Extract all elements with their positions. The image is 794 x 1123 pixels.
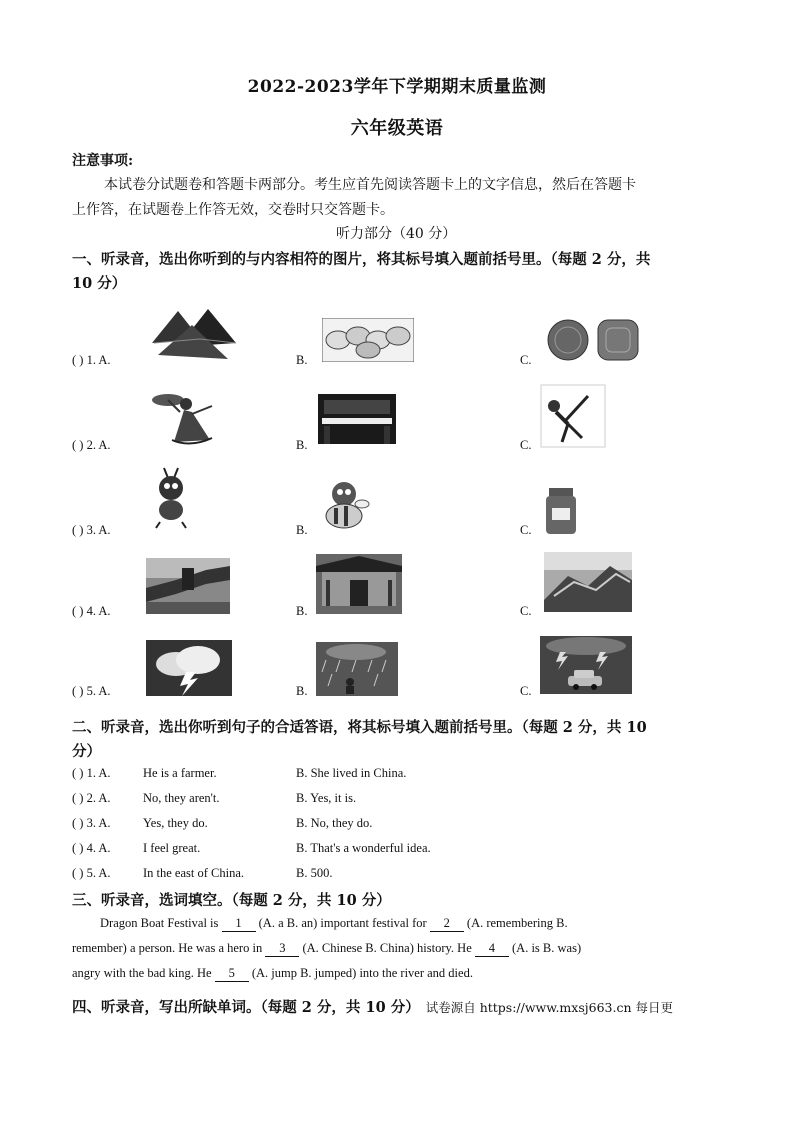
cloze-blank-3: 3: [265, 941, 299, 957]
s1-q2-option-b: B.: [296, 438, 308, 452]
s2-q1-number: ( ) 1. A.: [72, 766, 111, 780]
s2-q4-number: ( ) 4. A.: [72, 841, 111, 855]
bee-image: [318, 478, 370, 532]
mooncakes-image: [544, 316, 640, 364]
cloze-line-2: [72, 941, 581, 957]
great-wall-image: [146, 558, 230, 614]
s1-q2-number: ( ) 2. A.: [72, 438, 111, 452]
s2-q4-option-a: I feel great.: [143, 841, 201, 855]
storm-car-image: [540, 636, 632, 694]
cloze-text: remember) a person. He was a hero in: [72, 941, 263, 955]
section2-heading-cont: 分）: [72, 743, 101, 760]
s2-q5-option-b: B. 500.: [296, 866, 333, 880]
section4-heading-row: [72, 996, 673, 1017]
ant-image: [148, 464, 194, 530]
rain-image: [316, 642, 398, 696]
s2-q3-option-b: B. No, they do.: [296, 816, 373, 830]
section4-heading: 四、听录音，写出所缺单词。（每题 2 分，共 10 分）: [72, 999, 420, 1016]
s1-q3-number: ( ) 3. A.: [72, 523, 111, 537]
cloze-line-1: [100, 916, 568, 932]
cloze-text: (A. remembering B.: [466, 916, 568, 930]
cloze-text: (A. Chinese B. China) history. He: [302, 941, 472, 955]
s2-q1-option-a: He is a farmer.: [143, 766, 217, 780]
s1-q1-option-b: B.: [296, 353, 308, 367]
jumping-girl-image: [540, 384, 606, 448]
section1-heading: 一、听录音，选出你听到的与内容相符的图片，将其标号填入题前括号里。（每题 2 分，共: [72, 251, 651, 268]
section1-heading-cont: 10 分）: [72, 275, 127, 292]
cloze-blank-1: 1: [222, 916, 256, 932]
source-note: 试卷源自 https://www.mxsj663.cn 每日更: [425, 1000, 673, 1015]
honey-jar-image: [544, 486, 578, 536]
s2-q2-option-a: No, they aren't.: [143, 791, 220, 805]
dancing-girl-image: [146, 384, 220, 448]
zongzi-image: [148, 303, 244, 363]
s1-q4-option-c: C.: [520, 604, 532, 618]
section3-heading: 三、听录音，选词填空。（每题 2 分，共 10 分）: [72, 892, 391, 909]
cloze-text: (A. a B. an) important festival for: [258, 916, 427, 930]
cloze-text: Dragon Boat Festival is: [100, 916, 219, 930]
section2-heading: 二、听录音，选出你听到句子的合适答语，将其标号填入题前括号里。（每题 2 分，共 10: [72, 719, 647, 736]
s1-q1-number: ( ) 1. A.: [72, 353, 111, 367]
notes-line-2: 上作答，在试题卷上作答无效，交卷时只交答题卡。: [72, 202, 394, 218]
exam-title: 2022-2023学年下学期期末质量监测: [247, 77, 547, 97]
cloze-blank-5: 5: [215, 966, 249, 982]
listening-part-title: 听力部分（40 分）: [336, 226, 457, 242]
cloze-text: (A. is B. was): [512, 941, 582, 955]
s2-q3-number: ( ) 3. A.: [72, 816, 111, 830]
dumplings-image: [322, 318, 414, 362]
s2-q2-option-b: B. Yes, it is.: [296, 791, 357, 805]
s1-q5-option-b: B.: [296, 684, 308, 698]
s2-q1-option-b: B. She lived in China.: [296, 766, 407, 780]
s1-q3-option-c: C.: [520, 523, 532, 537]
piano-image: [316, 392, 398, 446]
notes-heading: 注意事项:: [72, 153, 134, 169]
s1-q5-option-c: C.: [520, 684, 532, 698]
s2-q2-number: ( ) 2. A.: [72, 791, 111, 805]
s1-q2-option-c: C.: [520, 438, 532, 452]
cloze-blank-2: 2: [430, 916, 464, 932]
s2-q4-option-b: B. That's a wonderful idea.: [296, 841, 431, 855]
thunder-cloud-image: [146, 640, 232, 696]
mountain-image: [544, 552, 632, 612]
s1-q1-option-c: C.: [520, 353, 532, 367]
cloze-blank-4: 4: [475, 941, 509, 957]
s2-q3-option-a: Yes, they do.: [143, 816, 208, 830]
s1-q4-number: ( ) 4. A.: [72, 604, 111, 618]
s2-q5-option-a: In the east of China.: [143, 866, 245, 880]
s1-q3-option-b: B.: [296, 523, 308, 537]
cloze-text: (A. jump B. jumped) into the river and died.: [251, 966, 473, 980]
s2-q5-number: ( ) 5. A.: [72, 866, 111, 880]
s1-q4-option-b: B.: [296, 604, 308, 618]
notes-line-1: 本试卷分试题卷和答题卡两部分。考生应首先阅读答题卡上的文字信息，然后在答题卡: [104, 177, 636, 193]
s1-q5-number: ( ) 5. A.: [72, 684, 111, 698]
exam-subtitle: 六年级英语: [350, 118, 444, 139]
cloze-text: angry with the bad king. He: [72, 966, 212, 980]
old-building-image: [316, 554, 402, 614]
cloze-line-3: [72, 966, 473, 982]
